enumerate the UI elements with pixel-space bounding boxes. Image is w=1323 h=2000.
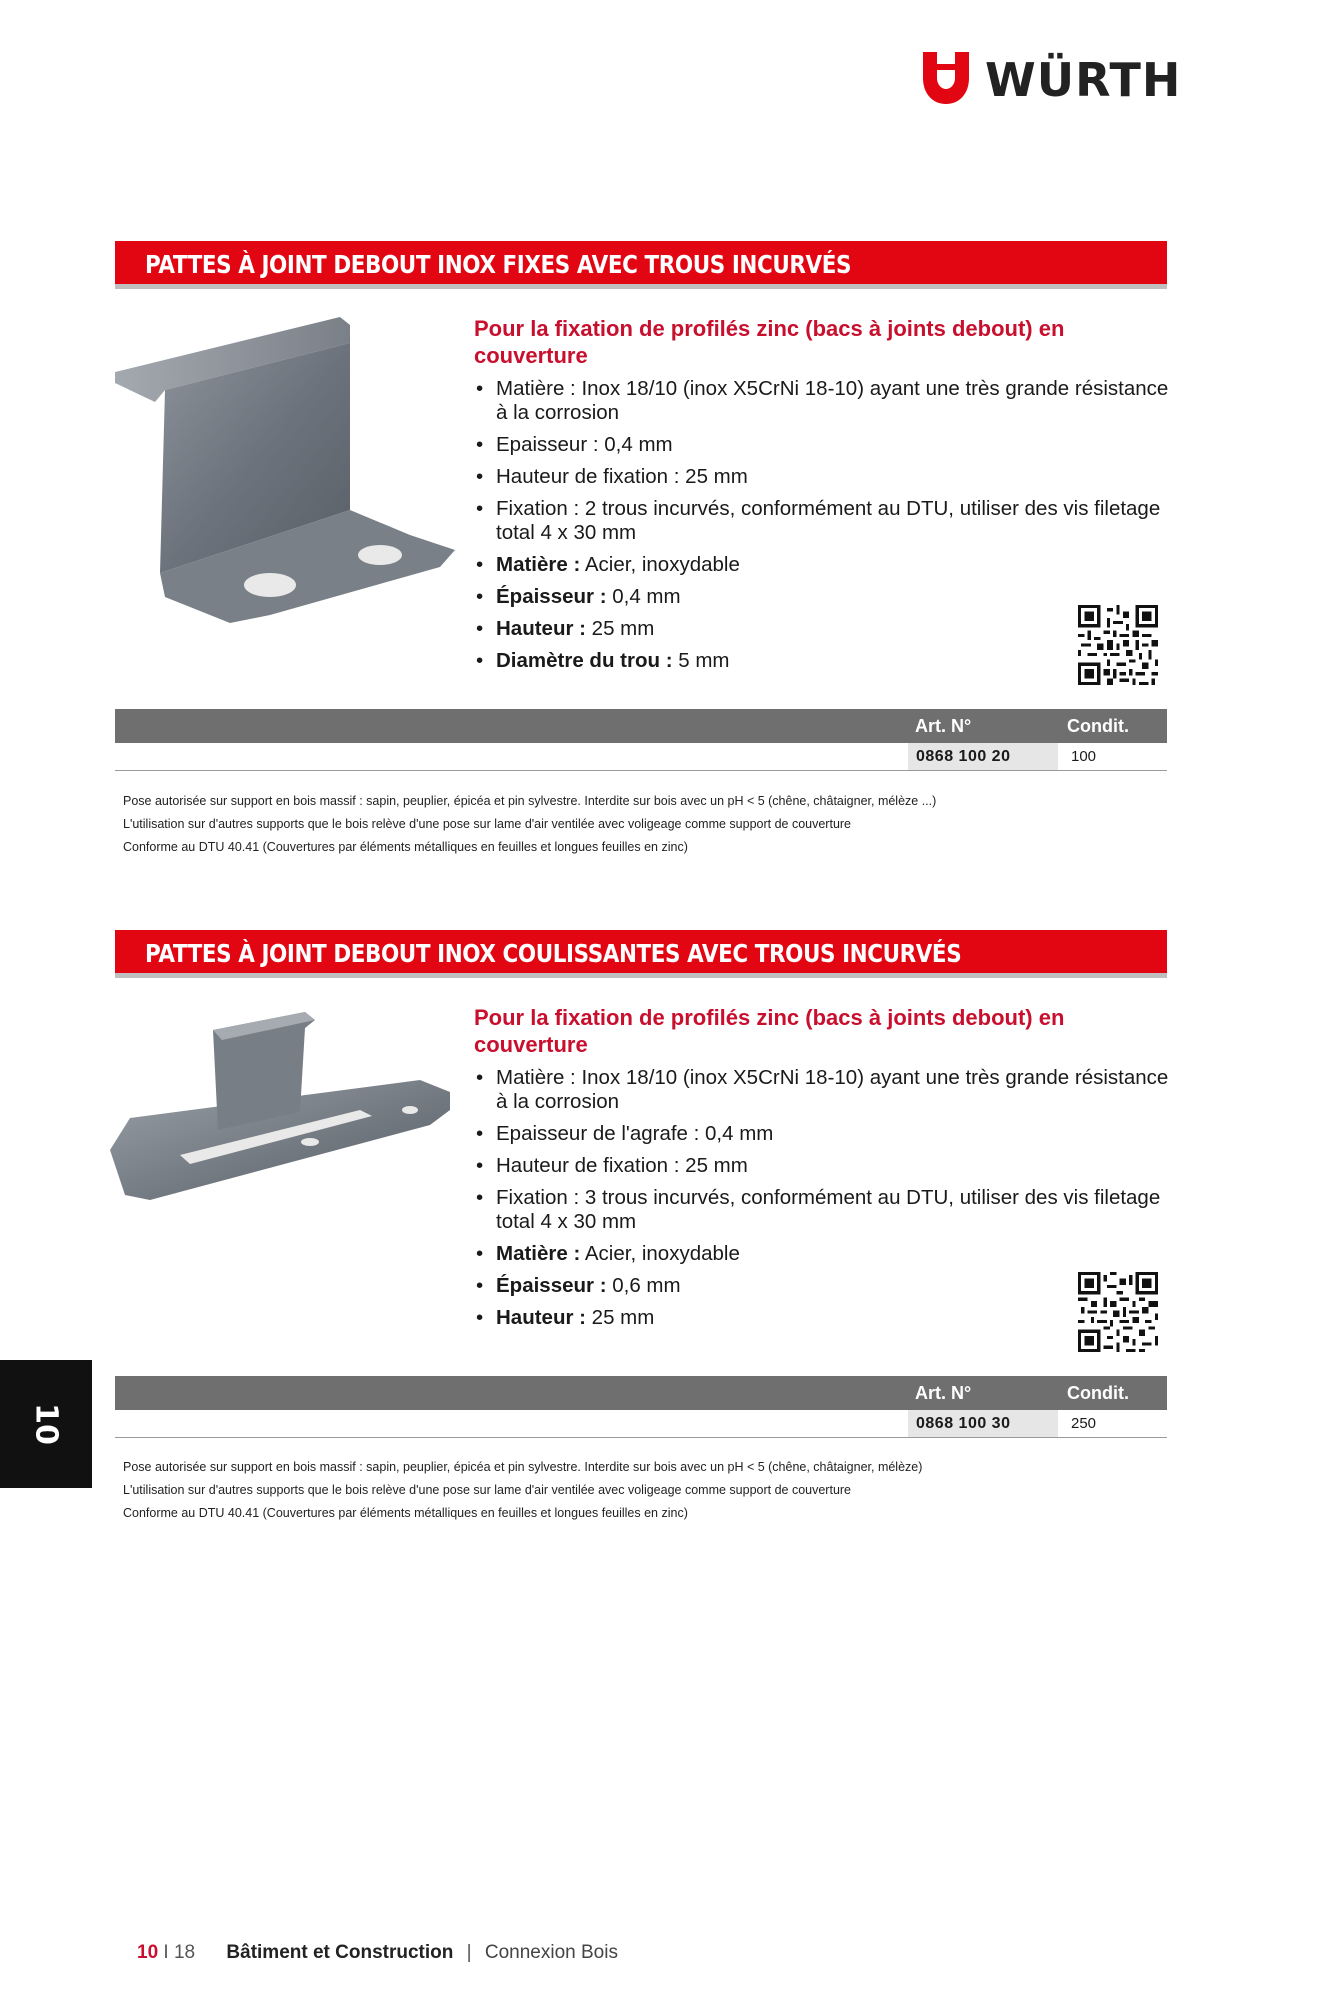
chapter-number: 10 [28, 1403, 64, 1445]
wurth-emblem-icon [921, 52, 971, 104]
table-header [115, 709, 1167, 743]
section-1-header [115, 241, 1167, 289]
section-2-header [115, 930, 1167, 978]
brand-name: WÜRTH [985, 53, 1182, 107]
spec-item: • Épaisseur : 0,6 mm [474, 1274, 1174, 1298]
section-1-notes [123, 790, 1163, 859]
footer-separator: I [163, 1942, 169, 1963]
section-2-description [474, 1004, 1174, 1338]
spec-item: • Matière : Inox 18/10 (inox X5CrNi 18-10) ayant une très grande résistance à la corrosion [474, 377, 1174, 425]
footer-category: Bâtiment et Construction [226, 1942, 454, 1963]
product-image-sliding-clip [110, 1000, 455, 1220]
section-2-article-table [115, 1376, 1167, 1438]
section-2-title: PATTES À JOINT DEBOUT INOX COULISSANTES AVEC TROUS INCURVÉS [145, 939, 962, 968]
chapter-side-tab[interactable] [0, 1360, 92, 1488]
footer-page-number: 18 [173, 1942, 196, 1963]
article-number[interactable]: 0868 100 30 [908, 1410, 1058, 1437]
spec-item: • Epaisseur de l'agrafe : 0,4 mm [474, 1122, 1174, 1146]
spec-item: • Fixation : 2 trous incurvés, conformément au DTU, utiliser des vis filetage total 4 x 30 mm [474, 497, 1174, 545]
note-line: L'utilisation sur d'autres supports que le bois relève d'une pose sur lame d'air ventilée avec voligeage comme support de couverture [123, 817, 852, 831]
spec-item: • Épaisseur : 0,4 mm [474, 585, 1174, 609]
spec-item: • Matière : Inox 18/10 (inox X5CrNi 18-10) ayant une très grande résistance à la corrosion [474, 1066, 1174, 1114]
packaging-quantity: 250 [1071, 1415, 1097, 1432]
wurth-logo [921, 52, 1182, 108]
qr-code-icon[interactable] [1078, 1272, 1158, 1352]
spec-item: • Fixation : 3 trous incurvés, conformément au DTU, utiliser des vis filetage total 4 x 30 mm [474, 1186, 1174, 1234]
section-1-article-table [115, 709, 1167, 771]
column-header-condit: Condit. [1067, 1383, 1129, 1403]
section-1-description [474, 315, 1174, 681]
footer-subcategory: Connexion Bois [484, 1942, 618, 1963]
section-2-subtitle: Pour la fixation de profilés zinc (bacs à joints debout) en couverture [474, 1005, 1065, 1057]
spec-item: • Matière : Acier, inoxydable [474, 553, 1174, 577]
section-2-spec-list [474, 1066, 1174, 1330]
table-header [115, 1376, 1167, 1410]
footer-divider: | [466, 1942, 472, 1963]
spec-item: • Hauteur de fixation : 25 mm [474, 465, 1174, 489]
footer-chapter: 10 [137, 1942, 159, 1963]
spec-item: • Hauteur : 25 mm [474, 617, 1174, 641]
section-1-spec-list [474, 377, 1174, 673]
note-line: Pose autorisée sur support en bois massif : sapin, peuplier, épicéa et pin sylvestre. Interdite sur bois avec un pH < 5 (chêne, châtaigner, mélèze ...) [123, 794, 937, 808]
section-2-notes [123, 1456, 1163, 1525]
spec-item: • Hauteur de fixation : 25 mm [474, 1154, 1174, 1178]
spec-item: • Hauteur : 25 mm [474, 1306, 1174, 1330]
product-image-fixed-clip [110, 305, 455, 635]
packaging-quantity: 100 [1071, 748, 1097, 765]
section-1-header-shadow [115, 284, 1167, 289]
section-2-header-shadow [115, 973, 1167, 978]
column-header-condit: Condit. [1067, 716, 1129, 736]
qr-code-icon[interactable] [1078, 605, 1158, 685]
spec-item: • Diamètre du trou : 5 mm [474, 649, 1174, 673]
table-row [115, 1410, 1167, 1438]
note-line: Conforme au DTU 40.41 (Couvertures par éléments métalliques en feuilles et longues feuilles en zinc) [123, 840, 688, 854]
spec-item: • Matière : Acier, inoxydable [474, 1242, 1174, 1266]
article-number[interactable]: 0868 100 20 [908, 743, 1058, 770]
section-1-title: PATTES À JOINT DEBOUT INOX FIXES AVEC TROUS INCURVÉS [145, 250, 852, 279]
page-footer [137, 1942, 618, 1964]
column-header-art: Art. N° [915, 1383, 972, 1403]
section-1-subtitle: Pour la fixation de profilés zinc (bacs à joints debout) en couverture [474, 316, 1065, 368]
note-line: Pose autorisée sur support en bois massif : sapin, peuplier, épicéa et pin sylvestre. Interdite sur bois avec un pH < 5 (chêne, châtaigner, mélèze) [123, 1460, 923, 1474]
table-row [115, 743, 1167, 771]
note-line: Conforme au DTU 40.41 (Couvertures par éléments métalliques en feuilles et longues feuilles en zinc) [123, 1506, 688, 1520]
note-line: L'utilisation sur d'autres supports que le bois relève d'une pose sur lame d'air ventilée avec voligeage comme support de couverture [123, 1483, 852, 1497]
spec-item: • Epaisseur : 0,4 mm [474, 433, 1174, 457]
column-header-art: Art. N° [915, 716, 972, 736]
